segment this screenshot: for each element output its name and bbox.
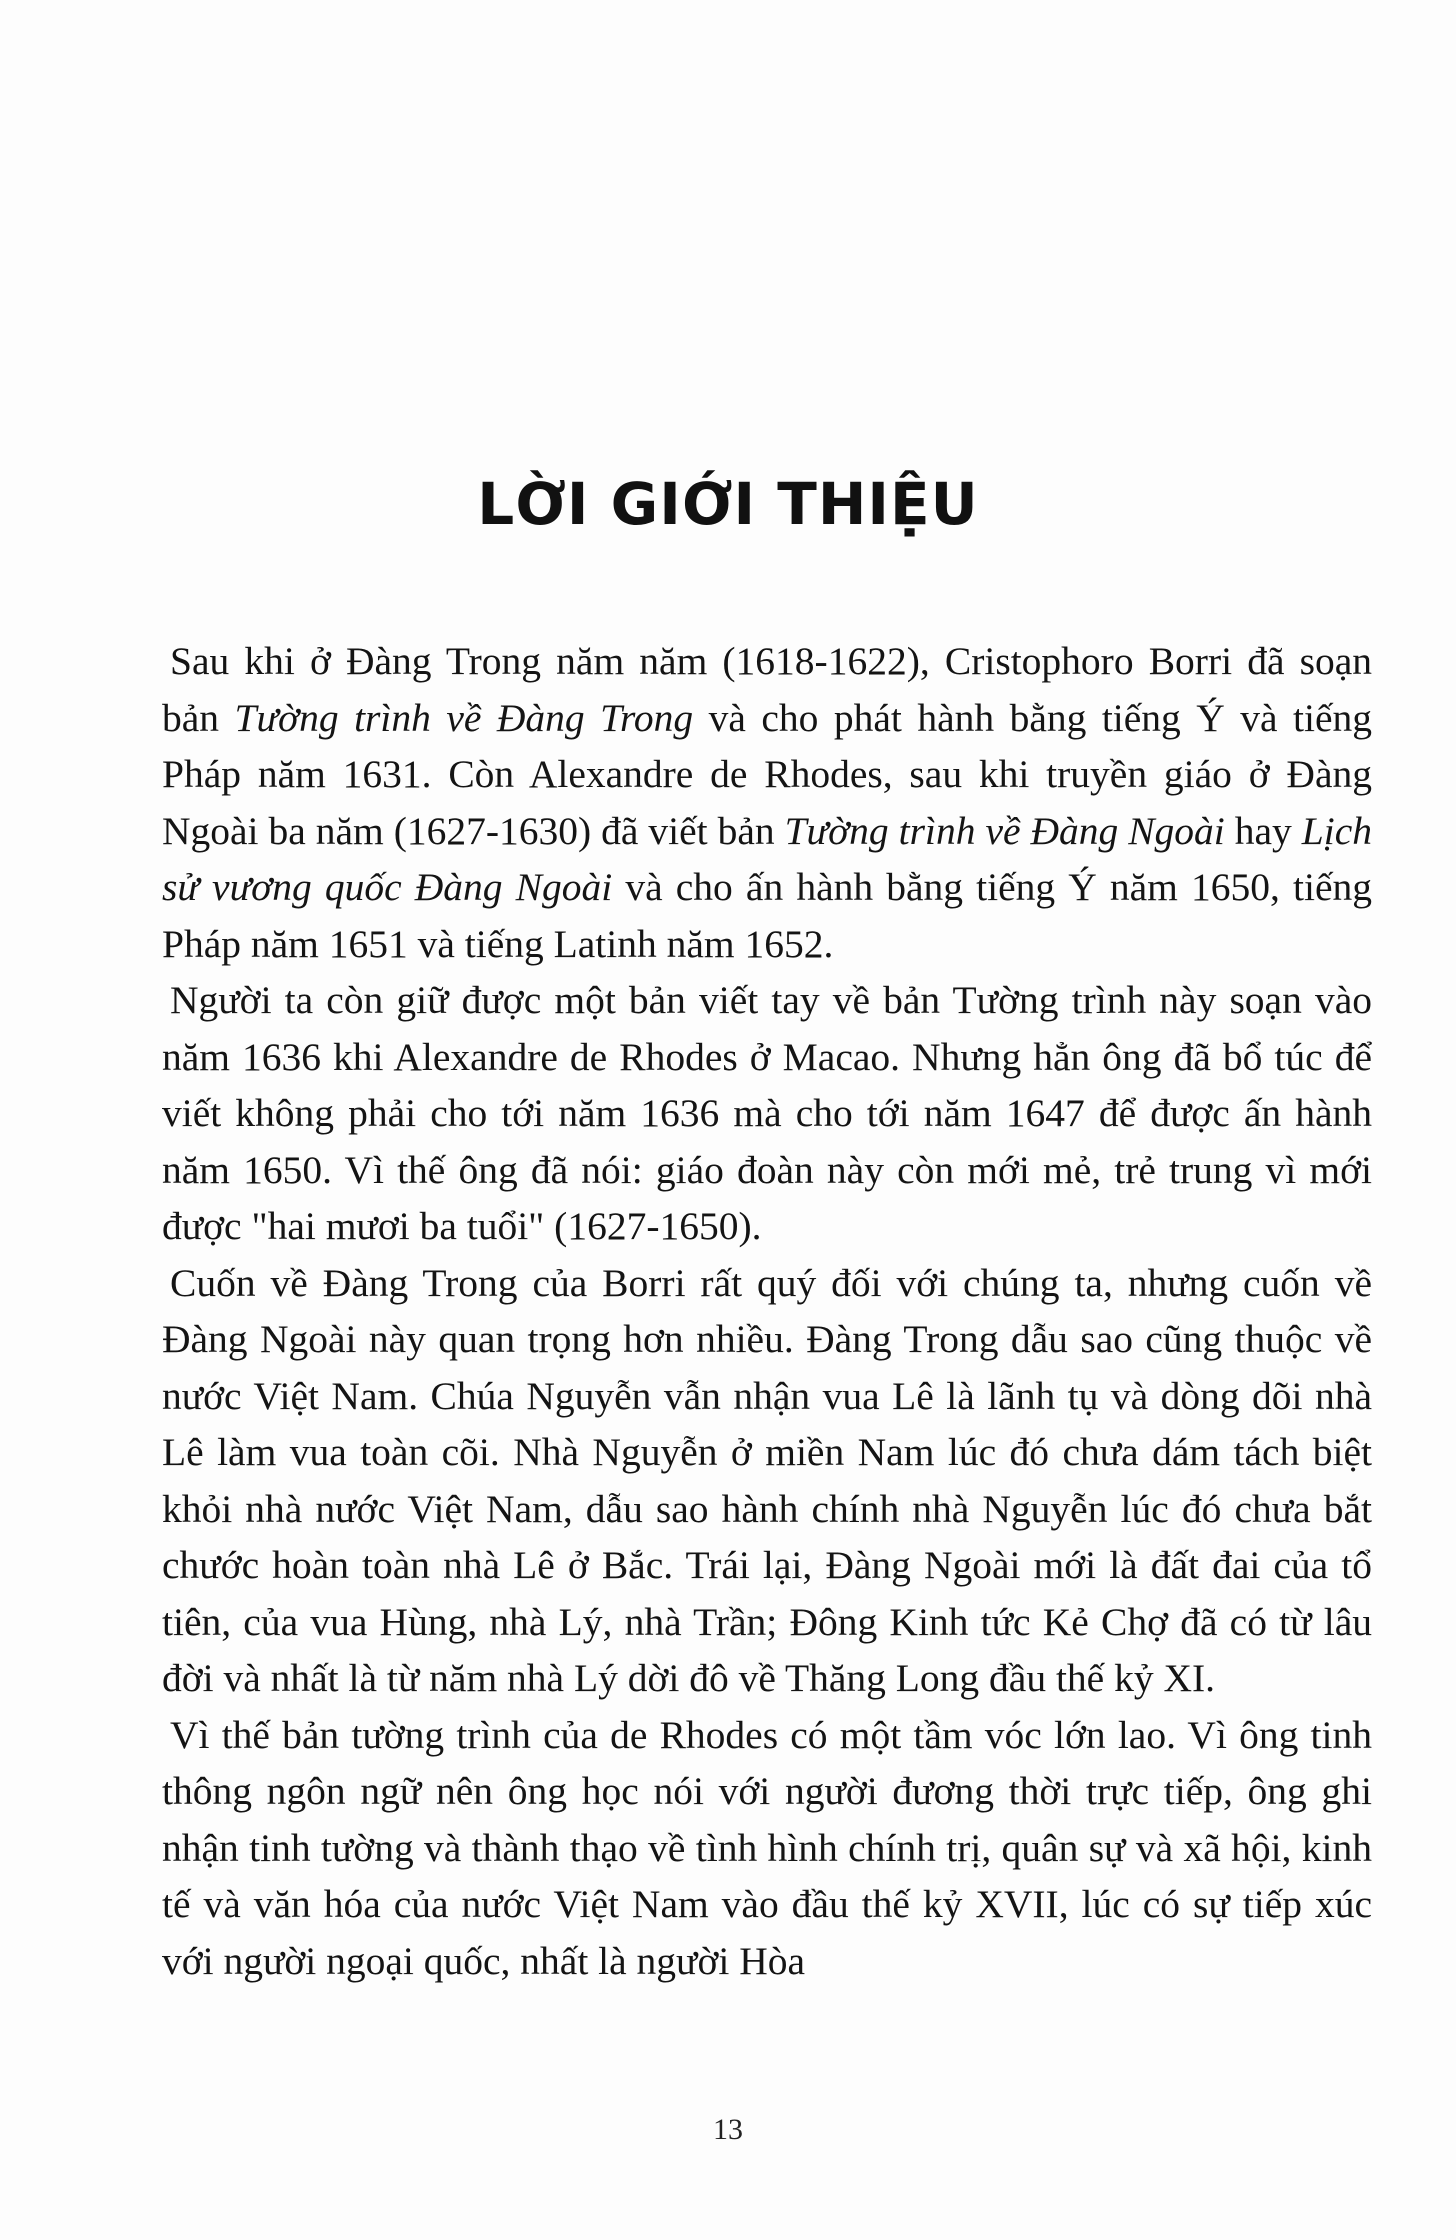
paragraph-1-text: hay	[1224, 808, 1302, 853]
page-number: 13	[713, 2113, 743, 2146]
italic-title-tuong-trinh-dang-trong: Tường trình về Đàng Trong	[234, 695, 694, 740]
italic-title-tuong-trinh-dang-ngoai: Tường trình về Đàng Ngoài	[784, 808, 1225, 853]
body-text	[162, 633, 1372, 1989]
paragraph-3	[162, 1255, 1372, 1707]
paragraph-2	[162, 972, 1372, 1255]
paragraph-1-text: Sau khi ở Đàng Trong năm năm (1618-1622), Cristophoro Borri đã soạn bản	[162, 639, 1372, 740]
paragraph-4	[162, 1707, 1372, 1990]
paragraph-2-text: Người ta còn giữ được một bản viết tay về bản Tường trình này soạn vào năm 1636 khi Alexandre de Rhodes ở Macao. Nhưng hẳn ông đã bổ túc để viết không phải cho tới năm 1636 mà cho tới năm 1647 để được ấn hành năm 1650. Vì thế ông đã nói: giáo đoàn này còn mới mẻ, trẻ trung vì mới được "hai mươi ba tuổi" (1627-1650).	[162, 978, 1372, 1248]
italic-title-lich-su-vuong-quoc: Lịch sử vương quốc Đàng Ngoài	[162, 808, 1372, 909]
paragraph-3-text: Cuốn về Đàng Trong của Borri rất quý đối với chúng ta, nhưng cuốn về Đàng Ngoài này quan trọng hơn nhiều. Đàng Trong dẫu sao cũng thuộc về nước Việt Nam. Chúa Nguyễn vẫn nhận vua Lê là lãnh tụ và dòng dõi nhà Lê làm vua toàn cõi. Nhà Nguyễn ở miền Nam lúc đó chưa dám tách biệt khỏi nhà nước Việt Nam, dẫu sao hành chính nhà Nguyễn lúc đó chưa bắt chước hoàn toàn nhà Lê ở Bắc. Trái lại, Đàng Ngoài mới là đất đai của tổ tiên, của vua Hùng, nhà Lý, nhà Trần; Đông Kinh tức Kẻ Chợ đã có từ lâu đời và nhất là từ năm nhà Lý dời đô về Thăng Long đầu thế kỷ XI.	[162, 1260, 1372, 1700]
paragraph-1	[162, 633, 1372, 972]
paragraph-4-text: Vì thế bản tường trình của de Rhodes có một tầm vóc lớn lao. Vì ông tinh thông ngôn ngữ nên ông học nói với người đương thời trực tiếp, ông ghi nhận tinh tường và thành thạo về tình hình chính trị, quân sự và xã hội, kinh tế và văn hóa của nước Việt Nam vào đầu thế kỷ XVII, lúc có sự tiếp xúc với người ngoại quốc, nhất là người Hòa	[162, 1712, 1372, 1983]
paragraph-1-text: và cho phát hành bằng tiếng Ý và tiếng Pháp năm 1631. Còn Alexandre de Rhodes, sau khi truyền giáo ở Đàng Ngoài ba năm (1627-1630) đã viết bản	[162, 695, 1373, 853]
chapter-title: LỜI GIỚI THIỆU	[477, 470, 979, 538]
paragraph-1-text: và cho ấn hành bằng tiếng Ý năm 1650, tiếng Pháp năm 1651 và tiếng Latinh năm 1652.	[162, 865, 1373, 966]
